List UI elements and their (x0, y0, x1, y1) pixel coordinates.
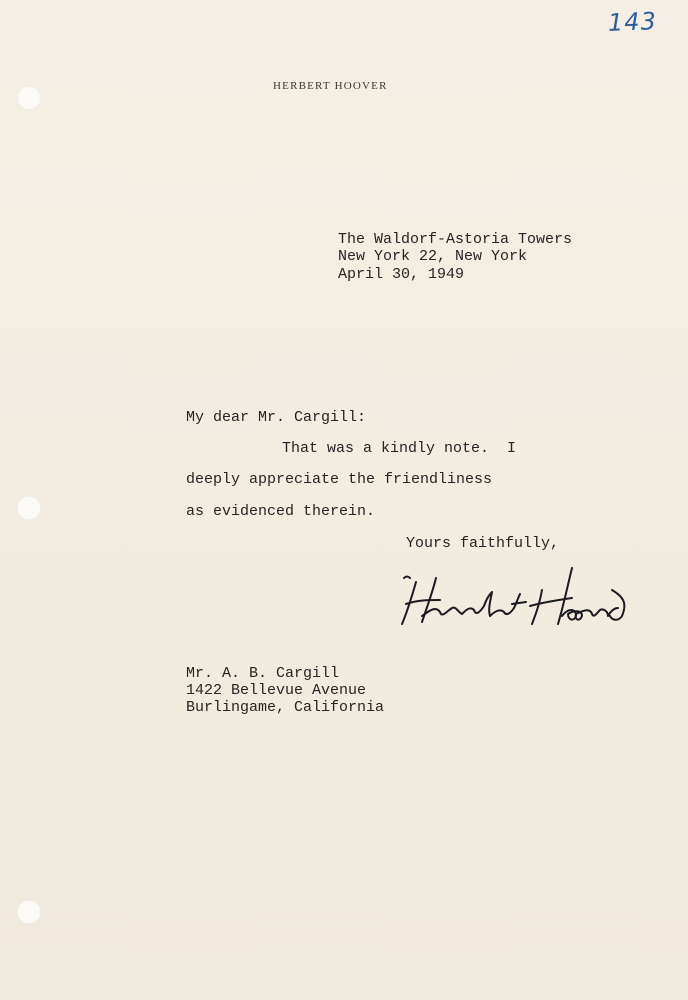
recipient-name: Mr. A. B. Cargill (186, 665, 340, 682)
punch-hole-bottom (17, 900, 41, 924)
punch-hole-middle (17, 496, 41, 520)
body-line-3: as evidenced therein. (186, 503, 376, 520)
closing: Yours faithfully, (406, 535, 560, 552)
handwritten-signature (396, 560, 636, 640)
salutation: My dear Mr. Cargill: (186, 409, 367, 426)
letter-date: April 30, 1949 (338, 266, 465, 283)
archive-number: 143 (607, 7, 658, 37)
sender-address-line1: The Waldorf-Astoria Towers (338, 231, 573, 248)
letterhead: HERBERT HOOVER (273, 80, 388, 92)
body-line-2: deeply appreciate the friendliness (186, 471, 493, 488)
recipient-street: 1422 Bellevue Avenue (186, 682, 367, 699)
sender-address-line2: New York 22, New York (338, 248, 528, 265)
recipient-city: Burlingame, California (186, 699, 385, 716)
body-line-1: That was a kindly note. I (282, 440, 517, 457)
